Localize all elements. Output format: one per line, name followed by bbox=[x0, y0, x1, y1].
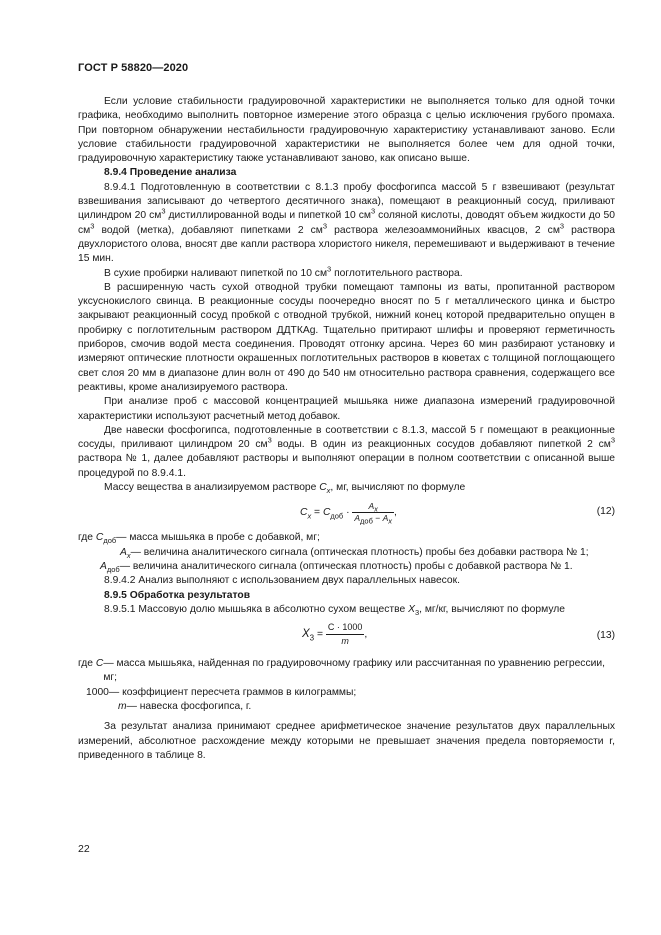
formula-12 bbox=[78, 495, 615, 531]
document-header: ГОСТ Р 58820—2020 bbox=[78, 62, 189, 74]
paragraph-8-9-4-2: 8.9.4.2 Анализ выполняют с использованием двух параллельных навесок. bbox=[104, 575, 461, 587]
legend-13-row-1000: 1000 — коэффициент пересчета граммов в килограммы; bbox=[86, 686, 357, 698]
legend-12-row-adob: $A_{доб}$ — величина аналитического сигнала (оптическая плотность) пробы с добавкой раствора № 1. bbox=[100, 560, 573, 574]
paragraph-mass-intro: Массу вещества в анализируемом растворе $C_x$, мг, вычисляют по формуле bbox=[104, 482, 466, 496]
paragraph-tubes: В сухие пробирки наливают пипеткой по 10 $см^3$ поглотительного раствора. bbox=[104, 264, 463, 279]
legend-13-row-m: m — навеска фосфогипса, г. bbox=[118, 700, 252, 712]
formula-13 bbox=[78, 617, 615, 657]
section-heading-8-9-4: 8.9.4 Проведение анализа bbox=[104, 167, 237, 179]
formula-13-number: (13) bbox=[596, 630, 615, 642]
paragraph-low-concentration: При анализе проб с массовой концентрацией мышьяка ниже диапазона измерений градуировочной характеристики используют расчетный метод добавок. bbox=[78, 396, 615, 422]
paragraph-expanded-tube: В расширенную часть сухой отводной трубки помещают тампоны из ваты, пропитанной раствором уксуснокислого свинца. В реакционные сосуды поочередно вносят по 5 г металлического цинка и быстро закрывают реакционный сосуд пробкой с отводной трубкой, нижний конец которой предварительно опущен в пробирку с поглотительным раствором ДДТКAg. Тщательно притирают шлифы и проверяют герметичность приборов, смочив водой места соединения. Проводят отгонку арсина. Через 60 мин разбирают установку и измеряют оптические плотности окрашенных поглотительных растворов в кюветах с толщиной поглощающего свет слоя 20 мм в диапазоне длин волн от 490 до 540 нм относительно раствора сравнения, содержащего все реактивы, кроме анализируемого раствора. bbox=[78, 281, 615, 393]
legend-13 bbox=[78, 657, 615, 714]
legend-12-row-ax: $A_x$ — величина аналитического сигнала (оптическая плотность) пробы без добавки раствора № 1; bbox=[120, 546, 589, 560]
formula-13-fraction: $\frac{C \cdot 1000}{m}$ bbox=[327, 622, 363, 647]
section-heading-8-9-5: 8.9.5 Обработка результатов bbox=[104, 589, 251, 601]
legend-12-row-cdob: где $C_{доб}$ — масса мышьяка в пробе с добавкой, мг; bbox=[78, 532, 320, 546]
page-number: 22 bbox=[78, 843, 90, 855]
formula-12-number: (12) bbox=[596, 506, 615, 518]
paragraph-8-9-4-1: 8.9.4.1 Подготовленную в соответствии с 8.1.3 пробу фосфогипса массой 5 г взвешивают (результат взвешивания записывают до четвертого десятичного знака), помещают в реакционный сосуд, приливают цилиндром 20 $см^3$ дистиллированной воды и пипеткой 10 $см^3$ соляной кислоты, доводят объем жидкости до 50 $см^3$ водой (метка), добавляют пипетками 2 $см^3$ раствора железоаммонийных квасцов, 2 $см^3$ раствора двухлористого олова, вносят две капли раствора хлористого никеля, перемешивают и выдерживают в течение 15 мин. bbox=[78, 181, 616, 265]
paragraph-stability: Если условие стабильности градуировочной характеристики не выполняется только для одной точки графика, необходимо выполнить повторное измерение этого образца с целью исключения грубого промаха. При повторном обнаружении нестабильности градуировочную характеристику устанавливают заново. Если условие стабильности градуировочной характеристики не выполняется более чем для одной точки, градуировочную характеристику также устанавливают заново, как описано выше. bbox=[78, 96, 615, 165]
formula-13-expression: $X_3$ = $\frac{C \cdot 1000}{m}$ , bbox=[302, 622, 368, 647]
legend-13-row-c: где C — масса мышьяка, найденная по градуировочному графику или рассчитанная по уравнению регрессии, мг; bbox=[78, 658, 605, 684]
page-body bbox=[78, 95, 615, 763]
formula-12-fraction: $\frac{A_x}{A_{доб} - A_x}$ bbox=[354, 501, 392, 526]
paragraph-result: За результат анализа принимают среднее арифметическое значение результатов двух параллельных измерений, абсолютное расхождение между которыми не превышает значения предела повторяемости r, приведенного в таблице 8. bbox=[78, 721, 615, 761]
paragraph-8-9-5-1: 8.9.5.1 Массовую долю мышьяка в абсолютно сухом веществе $X_3$, мг/кг, вычисляют по формуле bbox=[104, 603, 565, 617]
legend-12 bbox=[78, 531, 615, 574]
formula-12-expression: $C_x = C_{доб}$ · $\frac{A_x}{A_{доб} - A_x}$ , bbox=[300, 501, 397, 526]
paragraph-two-samples: Две навески фосфогипса, подготовленные в соответствии с 8.1.3, массой 5 г помещают в реакционные сосуды, приливают цилиндром 20 $см^3$ воды. В один из реакционных сосудов добавляют пипеткой 2 $см^3$ раствора № 1, далее добавляют растворы и выполняют операции в полном соответствии с описанной выше процедурой по 8.9.4.1. bbox=[78, 424, 615, 479]
